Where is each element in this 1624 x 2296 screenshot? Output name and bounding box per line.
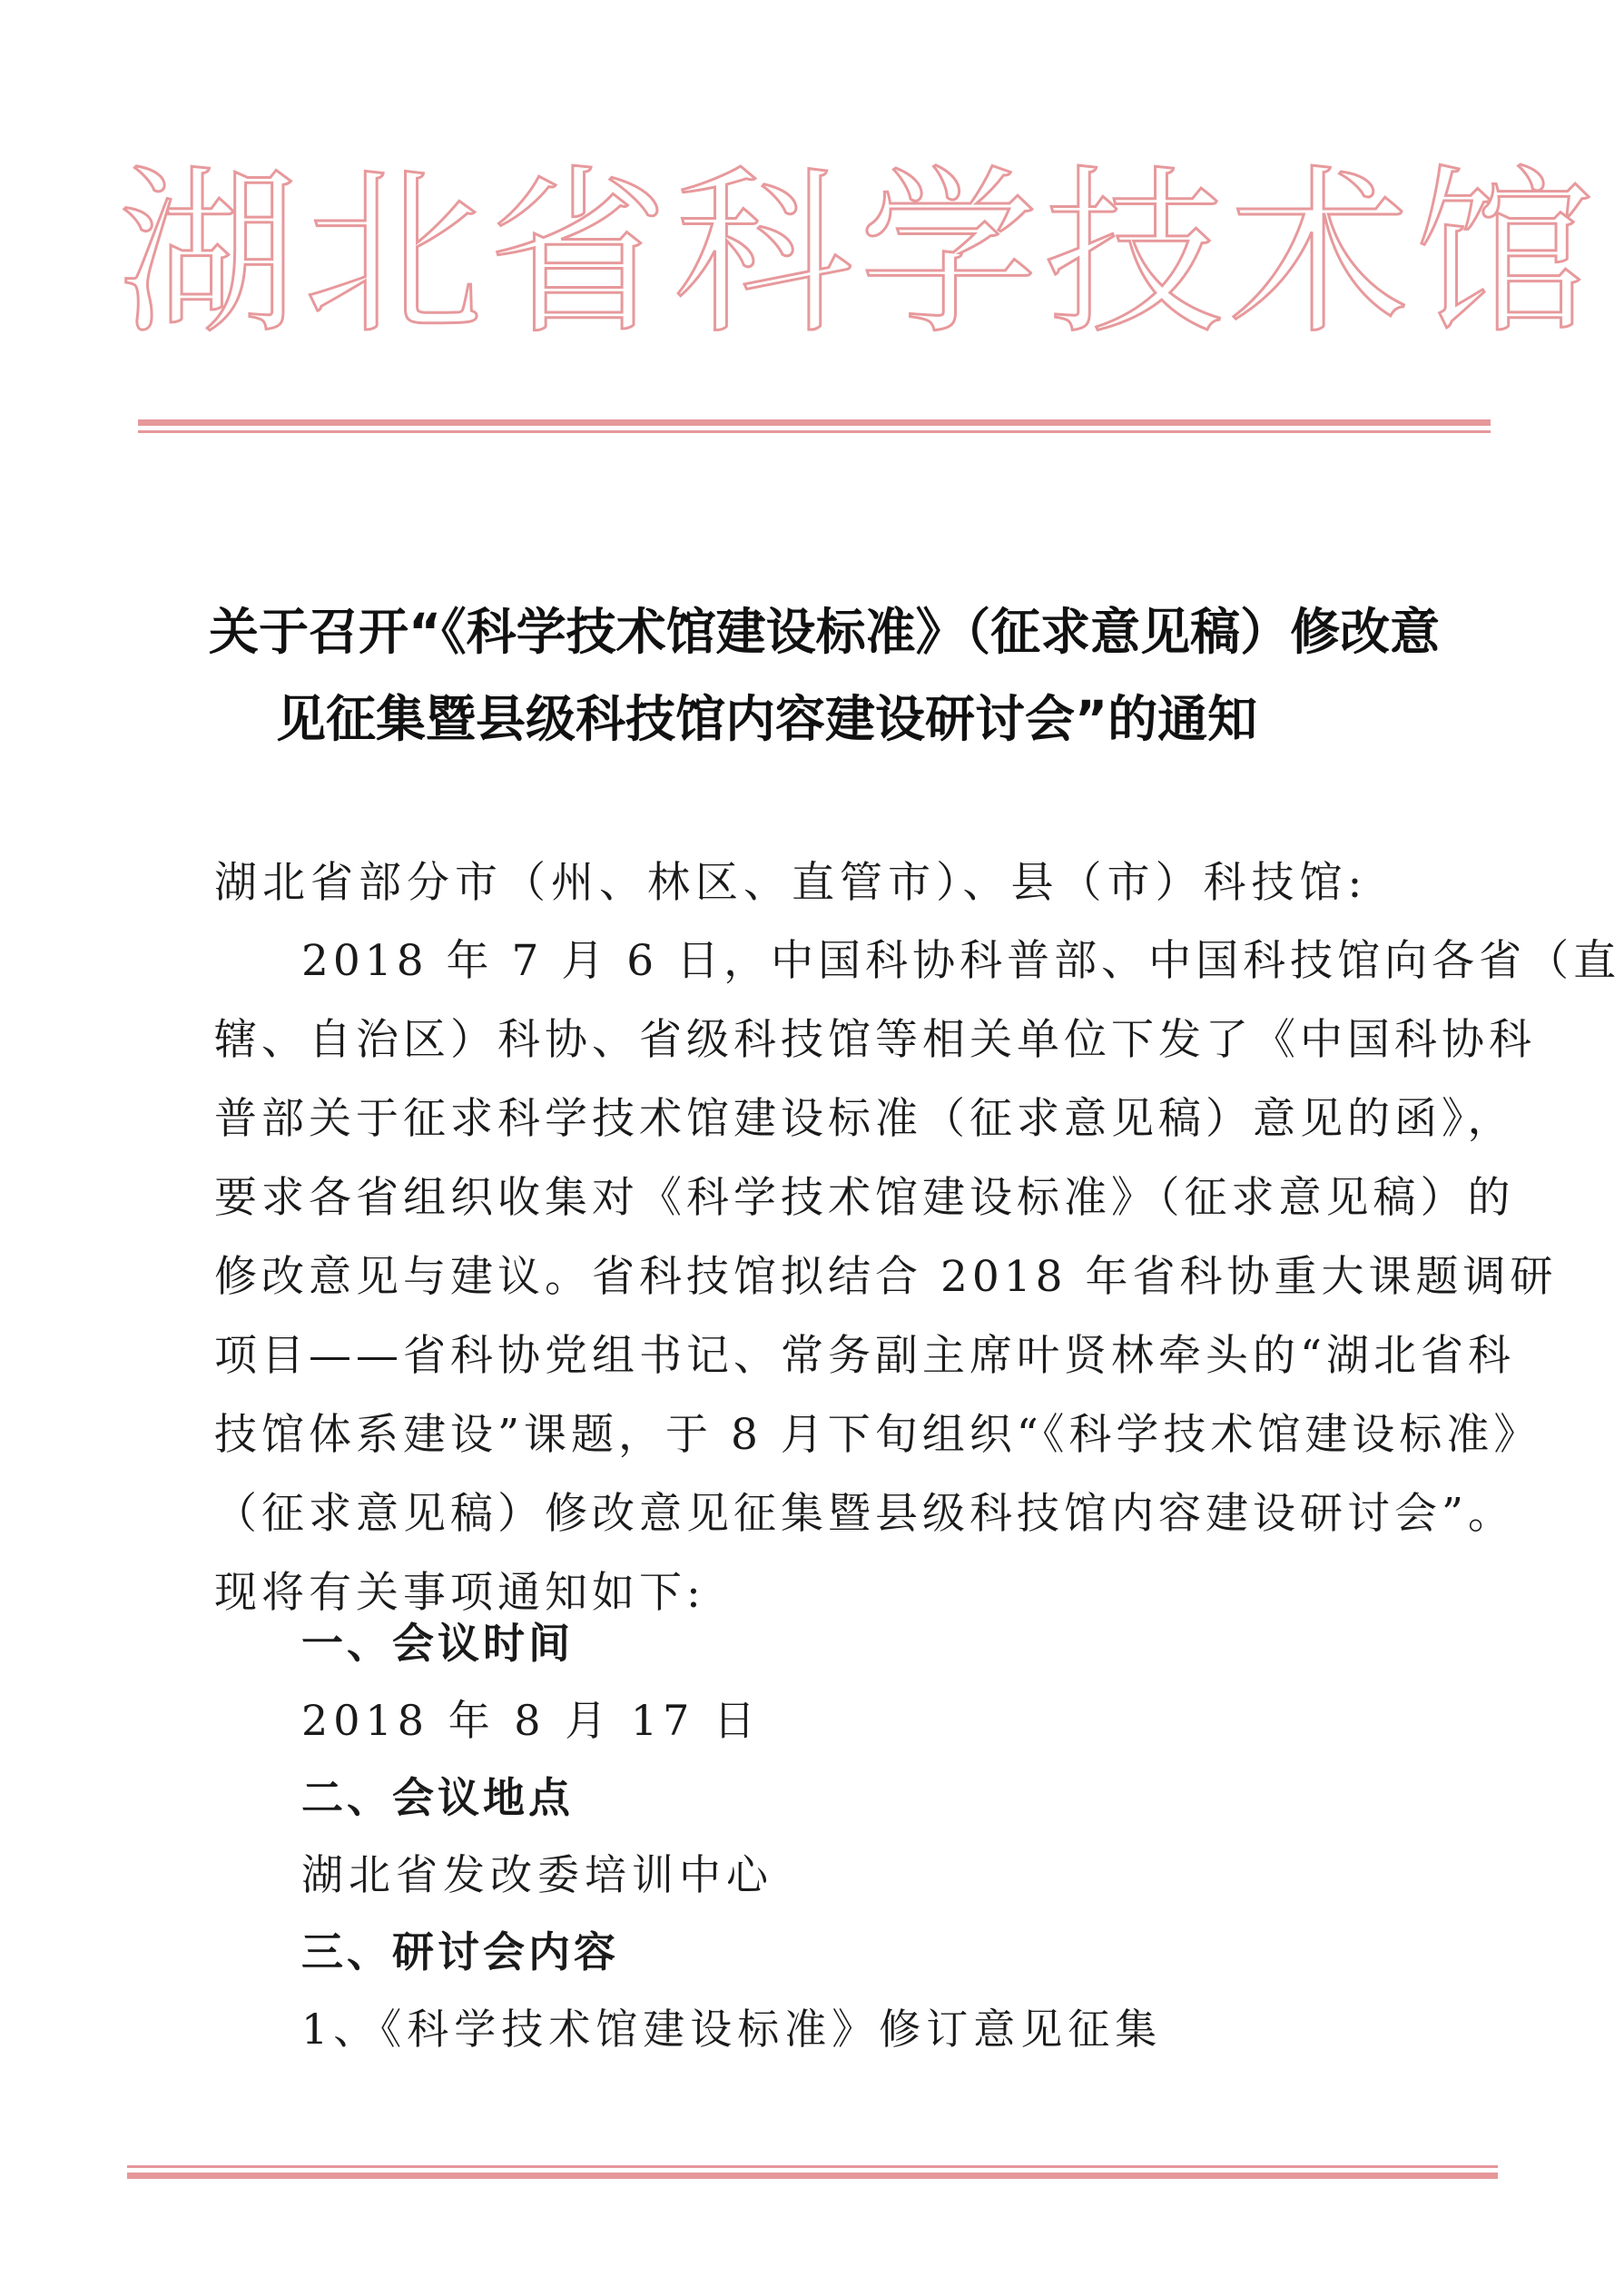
notice-heading-line-1: 关于召开“《科学技术馆建设标准》（征求意见稿）修改意 <box>209 603 1441 661</box>
masthead-title: 湖北省科学技术馆 <box>118 149 1599 359</box>
paragraph-line: 要求各省组织收集对《科学技术馆建设标准》（征求意见稿）的 <box>214 1173 1515 1223</box>
masthead-rule-thin <box>138 430 1491 433</box>
paragraph-line: 2018 年 7 月 6 日，中国科协科普部、中国科技馆向各省（直 <box>301 936 1621 986</box>
body-paragraph <box>214 921 1621 1632</box>
paragraph-line: 技馆体系建设”课题，于 8 月下旬组织“《科学技术馆建设标准》 <box>214 1410 1541 1460</box>
masthead-rule-thick <box>138 419 1491 426</box>
notice-heading <box>209 588 1452 763</box>
section-heading-time: 一、会议时间 <box>301 1619 574 1668</box>
paragraph-line: 项目——省科协党组书记、常务副主席叶贤林牵头的“湖北省科 <box>214 1331 1516 1381</box>
paragraph-line: 辖、自治区）科协、省级科技馆等相关单位下发了《中国科协科 <box>214 1015 1536 1065</box>
notice-heading-line-2: 见征集暨县级科技馆内容建设研讨会”的通知 <box>276 690 1258 748</box>
section-heading-content: 三、研讨会内容 <box>301 1927 619 1976</box>
paragraph-line: 修改意见与建议。省科技馆拟结合 2018 年省科协重大课题调研 <box>214 1252 1558 1302</box>
content-item-1: 1、《科学技术馆建设标准》修订意见征集 <box>301 2005 1163 2054</box>
footer-rule-thick <box>127 2173 1498 2179</box>
section-heading-place: 二、会议地点 <box>301 1773 574 1822</box>
salutation: 湖北省部分市（州、林区、直管市）、县（市）科技馆: <box>214 858 1368 908</box>
paragraph-line: 现将有关事项通知如下: <box>214 1568 705 1618</box>
paragraph-line: 普部关于征求科学技术馆建设标准（征求意见稿）意见的函》， <box>214 1094 1515 1144</box>
paragraph-line: （征求意见稿）修改意见征集暨县级科技馆内容建设研讨会”。 <box>214 1489 1516 1539</box>
meeting-date: 2018 年 8 月 17 日 <box>301 1696 761 1745</box>
footer-rule-thin <box>127 2165 1498 2168</box>
meeting-place: 湖北省发改委培训中心 <box>301 1850 773 1899</box>
